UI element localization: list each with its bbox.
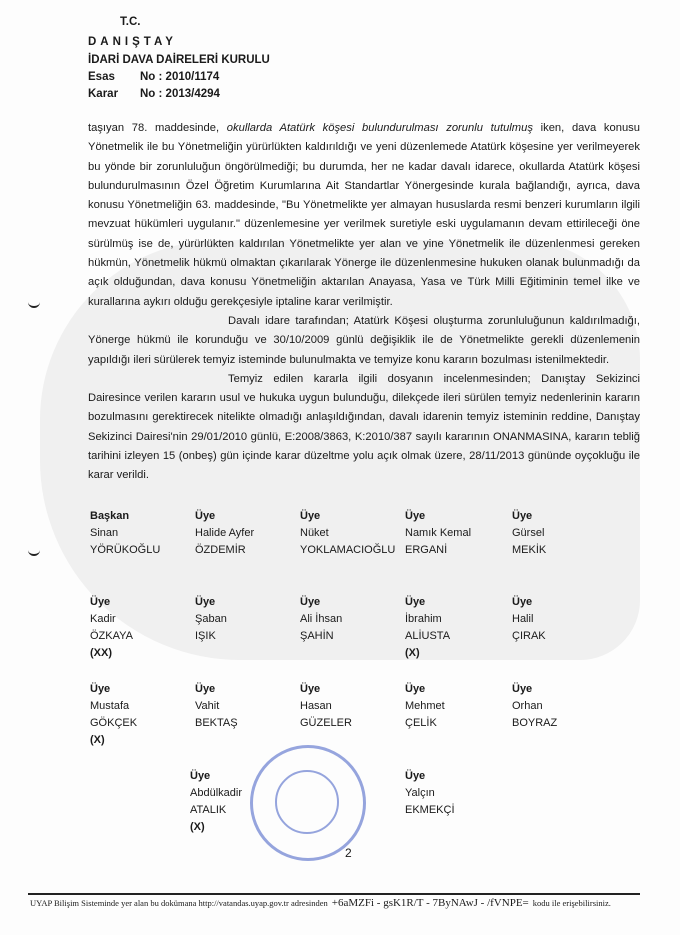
signatory-first: Şaban xyxy=(195,613,227,625)
signatory-last: ATALIK xyxy=(190,804,227,816)
signatory xyxy=(300,681,410,732)
signatory-last: ALİUSTA xyxy=(405,630,451,642)
signatory-first: Halil xyxy=(512,613,534,625)
paragraph-2: Davalı idare tarafından; Atatürk Köşesi oluşturma zorunluluğunun kaldırılmadığı, Yönerge hükmü ile korunduğu ve 30/10/2009 günlü değişiklik ile de Yönetmelikte gerekli düzenlemenin yapıldığı ileri sürülerek temyiz isteminde bulunulmakta ve temyize konu kararın bozulması istenilmektedir. xyxy=(88,314,640,366)
signatory-note: (X) xyxy=(405,647,420,659)
signatory-first: Yalçın xyxy=(405,787,435,799)
signatory-title: Üye xyxy=(405,596,426,608)
signatory-note: (X) xyxy=(190,821,205,833)
esas-label: Esas xyxy=(88,71,115,83)
verification-code: +6aMZFi - gsK1R/T - 7ByNAwJ - /fVNPE= xyxy=(331,897,529,909)
signatory-last: BOYRAZ xyxy=(512,717,558,729)
signatory-title: Üye xyxy=(512,596,533,608)
signatory-first: Namık Kemal xyxy=(405,527,472,539)
signatory-title: Üye xyxy=(195,683,216,695)
hole-punch-mark xyxy=(28,298,40,308)
signatory-title: Üye xyxy=(405,683,426,695)
p1-text-a: taşıyan 78. maddesinde, xyxy=(88,122,227,134)
signatory-last: YÖRÜKOĞLU xyxy=(90,544,161,556)
signatory-last: ÇELİK xyxy=(405,717,437,729)
signatory-last: GÜZELER xyxy=(300,717,352,729)
signatory-last: IŞIK xyxy=(195,630,216,642)
signatory-last: ŞAHİN xyxy=(300,630,334,642)
signatory-title: Üye xyxy=(195,510,216,522)
court-name: DANIŞTAY xyxy=(88,36,177,48)
p1-emphasis: okullarda Atatürk köşesi bulundurulması zorunlu tutulmuş xyxy=(226,122,533,134)
signatory-title: Üye xyxy=(190,770,211,782)
signatory xyxy=(195,508,305,559)
signatory xyxy=(512,508,622,559)
signatory-first: Vahit xyxy=(195,700,220,712)
signatory-title: Üye xyxy=(512,510,533,522)
page-number: 2 xyxy=(345,846,352,860)
signatory xyxy=(195,594,305,645)
footer-text xyxy=(30,897,611,909)
signatory-first: Gürsel xyxy=(512,527,545,539)
signatory xyxy=(405,768,515,819)
karar-label: Karar xyxy=(88,88,119,100)
signatory-title: Üye xyxy=(300,596,321,608)
signatory xyxy=(512,594,622,645)
tc-label: T.C. xyxy=(120,16,141,28)
decision-body xyxy=(88,119,640,486)
signatory-first: Sinan xyxy=(90,527,119,539)
signatory-last: GÖKÇEK xyxy=(90,717,138,729)
signatory-note: (X) xyxy=(90,734,105,746)
signatory-last: YOKLAMACIOĞLU xyxy=(300,544,396,556)
esas-value: No : 2010/1174 xyxy=(140,71,220,83)
karar-line xyxy=(88,88,220,100)
signatory xyxy=(512,681,622,732)
signatory-last: BEKTAŞ xyxy=(195,717,238,729)
footer-text-a: UYAP Bilişim Sisteminde yer alan bu dokümana http://vatandas.uyap.gov.tr adresinden xyxy=(30,898,328,908)
karar-value: No : 2013/4294 xyxy=(140,88,220,100)
paragraph-3: Temyiz edilen kararla ilgili dosyanın incelenmesinden; Danıştay Sekizinci Dairesince verilen kararın usul ve hukuka uygun bulunduğu, dilekçede ileri sürülen temyiz nedenlerinin kararın bozulmasını gerektirecek nitelikte olmadığı anlaşıldığından, davalı idarenin temyiz isteminin reddine, Danıştay Sekizinci Dairesi'nin 29/01/2010 günlü, E:2008/3863, K:2010/387 sayılı kararının ONANMASINA, kararın tebliğ tarihini izleyen 15 (onbeş) gün içinde karar düzeltme yolu açık olmak üzere, 28/11/2013 gününde oyçokluğu ile karar verildi. xyxy=(88,372,640,482)
official-seal-stamp xyxy=(250,745,366,861)
signatory-last: ÖZDEMİR xyxy=(195,544,246,556)
hole-punch-mark xyxy=(28,546,40,556)
signatory-title: Üye xyxy=(300,510,321,522)
signatory-first: Kadir xyxy=(90,613,116,625)
signatory-note: (XX) xyxy=(90,647,112,659)
signatory-title: Üye xyxy=(405,510,426,522)
signatory xyxy=(405,681,515,732)
signatory-title: Başkan xyxy=(90,510,130,522)
signatory-title: Üye xyxy=(405,770,426,782)
signatory-first: Mehmet xyxy=(405,700,445,712)
signatory-title: Üye xyxy=(300,683,321,695)
signatory-first: Abdülkadir xyxy=(190,787,242,799)
signatory xyxy=(90,681,200,749)
p1-text-b: iken, dava konusu Yönetmelik ile bu Yönetmeliğin yürürlükten kaldırıldığı ve yeni düzenlemede Atatürk köşesine yer verilmeyerek bu yönde bir zorunluluğun öngörülmediği; bu durumda, her ne kadar davalı idarece, okullarda Atatürk köşesi bulundurulmasının Özel Öğretim Kurumlarına Ait Standartlar Yönergesinde kurala bağlandığı, ayrıca, dava konusu Yönetmeliğin 63. maddesinde, "Bu Yönetmelikte yer almayan hususlarda resmi benzeri kurumların ilgili mevzuat hükümleri uygulanır." düzenlemesine yer verilmek suretiyle eski uygulamanın devam ettirileceği öne sürülmüş ise de, yürürlükten kaldırılan Yönetmelikte yer alan ve yine Yönetmelik ile düzenlenmesi gereken hükmün, Yönetmelik hükmü olmaktan çıkarılarak Yönerge ile düzenlenmesine hukuken olanak bulunmadığı da açık olduğundan, dava konusu Yönetmeliğin aktarılan Anayasa, Yasa ve Türk Milli Eğitiminin temel ilke ve kurallarına aykırı olduğu gerekçesiyle iptaline karar verilmiştir. xyxy=(88,122,640,308)
signatory-title: Üye xyxy=(512,683,533,695)
signatory xyxy=(90,508,200,559)
signatory-last: ÖZKAYA xyxy=(90,630,133,642)
signatory-last: ERGANİ xyxy=(405,544,448,556)
board-name: İDARİ DAVA DAİRELERİ KURULU xyxy=(88,54,270,66)
signatory xyxy=(90,594,200,662)
signatory xyxy=(300,508,410,559)
signatory-first: Orhan xyxy=(512,700,543,712)
signatory xyxy=(195,681,305,732)
footer-divider xyxy=(28,893,640,895)
signatory xyxy=(300,594,410,645)
signatory-first: Hasan xyxy=(300,700,332,712)
signatory-first: Mustafa xyxy=(90,700,130,712)
paragraph-1 xyxy=(88,119,640,312)
esas-line xyxy=(88,71,219,83)
signatory xyxy=(405,508,515,559)
signatory-title: Üye xyxy=(90,683,111,695)
signatory xyxy=(405,594,515,662)
signatory-last: ÇIRAK xyxy=(512,630,546,642)
footer-text-b: kodu ile erişebilirsiniz. xyxy=(532,898,611,908)
signatory-title: Üye xyxy=(90,596,111,608)
signatory-last: MEKİK xyxy=(512,544,547,556)
signatory-first: Nüket xyxy=(300,527,329,539)
signatory-title: Üye xyxy=(195,596,216,608)
signatory-first: Ali İhsan xyxy=(300,613,343,625)
signatory-last: EKMEKÇİ xyxy=(405,804,455,816)
signatory-first: Halide Ayfer xyxy=(195,527,255,539)
signatory-first: İbrahim xyxy=(405,613,442,625)
